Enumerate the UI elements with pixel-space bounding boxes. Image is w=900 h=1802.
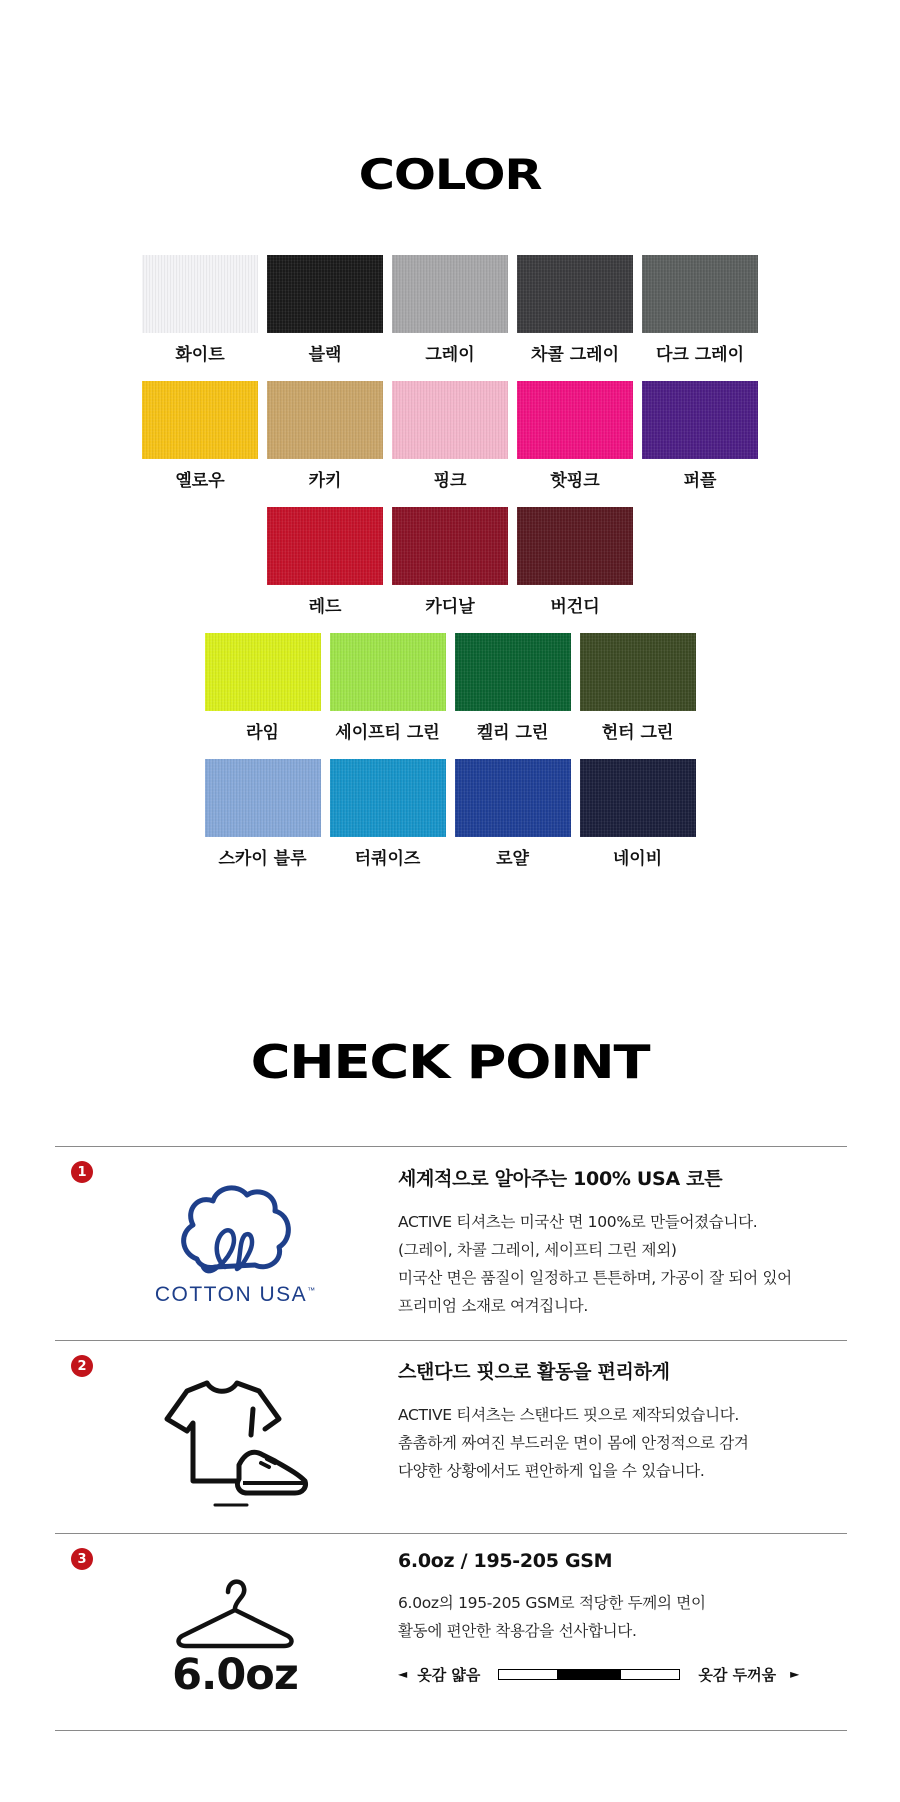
color-swatch[interactable] — [267, 507, 383, 627]
swatch-label: 차콜 그레이 — [530, 345, 620, 365]
swatch-chip[interactable] — [267, 507, 383, 585]
swatch-label: 라임 — [246, 723, 279, 743]
number-badge: 3 — [71, 1548, 93, 1570]
description-line: 프리미엄 소재로 여겨집니다. — [398, 1297, 588, 1315]
swatch-label: 핫핑크 — [550, 471, 600, 491]
thickness-segment — [498, 1669, 558, 1680]
swatch-label: 헌터 그린 — [601, 723, 674, 743]
swatch-label: 핑크 — [433, 471, 467, 491]
cotton-usa-wordmark: COTTON USA™ — [154, 1283, 316, 1306]
swatch-chip[interactable] — [330, 759, 446, 837]
description-line: ACTIVE 티셔츠는 스탠다드 핏으로 제작되었습니다. — [398, 1406, 740, 1424]
color-swatch[interactable] — [517, 507, 633, 627]
right-arrow-icon: ► — [790, 1667, 800, 1681]
swatch-row — [0, 381, 900, 501]
number-badge: 1 — [71, 1161, 93, 1183]
swatch-row — [0, 633, 900, 753]
description-line: 미국산 면은 품질이 일정하고 튼튼하며, 가공이 잘 되어 있어 — [398, 1269, 792, 1287]
swatch-chip[interactable] — [392, 381, 508, 459]
thickness-segment-selected — [558, 1669, 620, 1680]
swatch-chip[interactable] — [455, 759, 571, 837]
fabric-weight-label: 6.0oz — [172, 1650, 298, 1700]
number-badge: 2 — [71, 1355, 93, 1377]
hanger-icon — [170, 1570, 300, 1650]
color-swatch[interactable] — [142, 255, 258, 375]
check-point-heading: 스탠다드 핏으로 활동을 편리하게 — [398, 1361, 670, 1383]
color-swatch[interactable] — [580, 759, 696, 879]
swatch-chip[interactable] — [580, 633, 696, 711]
check-point-description — [398, 1589, 838, 1645]
swatch-chip[interactable] — [205, 759, 321, 837]
tshirt-sneaker-icon — [135, 1369, 335, 1509]
color-swatch[interactable] — [330, 633, 446, 753]
cotton-usa-logo-icon — [135, 1181, 335, 1307]
color-swatch[interactable] — [267, 255, 383, 375]
swatch-chip[interactable] — [267, 381, 383, 459]
swatch-label: 옐로우 — [175, 471, 225, 491]
description-line: 활동에 편안한 착용감을 선사합니다. — [398, 1622, 637, 1640]
color-swatch[interactable] — [580, 633, 696, 753]
check-point-heading: 6.0oz / 195-205 GSM — [398, 1550, 613, 1572]
fabric-thickness-scale — [398, 1662, 838, 1686]
description-line: 다양한 상황에서도 편안하게 입을 수 있습니다. — [398, 1462, 705, 1480]
color-swatch[interactable] — [642, 255, 758, 375]
thickness-bar — [498, 1669, 680, 1680]
color-swatch[interactable] — [267, 381, 383, 501]
description-line: (그레이, 차콜 그레이, 세이프티 그린 제외) — [398, 1241, 677, 1259]
swatch-chip[interactable] — [267, 255, 383, 333]
check-point-item-2 — [55, 1341, 847, 1533]
swatch-row — [0, 759, 900, 879]
color-swatch[interactable] — [392, 255, 508, 375]
check-point-heading: 세계적으로 알아주는 100% USA 코튼 — [398, 1168, 723, 1190]
swatch-row — [0, 507, 900, 627]
swatch-chip[interactable] — [142, 255, 258, 333]
swatch-label: 카디날 — [425, 597, 475, 617]
swatch-label: 퍼플 — [683, 471, 717, 491]
check-point-item-3 — [55, 1534, 847, 1730]
swatch-chip[interactable] — [205, 633, 321, 711]
check-point-item-1 — [55, 1147, 847, 1340]
check-point-description — [398, 1401, 838, 1485]
color-swatch[interactable] — [642, 381, 758, 501]
swatch-label: 그레이 — [425, 345, 475, 365]
cotton-boll-icon — [175, 1181, 295, 1281]
swatch-label: 블랙 — [308, 345, 342, 365]
swatch-label: 버건디 — [550, 597, 600, 617]
swatch-chip[interactable] — [517, 507, 633, 585]
check-point-text — [398, 1164, 838, 1320]
color-swatch[interactable] — [517, 381, 633, 501]
description-line: 6.0oz의 195-205 GSM로 적당한 두께의 면이 — [398, 1594, 706, 1612]
swatch-row — [0, 255, 900, 375]
swatch-chip[interactable] — [517, 255, 633, 333]
color-swatch[interactable] — [455, 633, 571, 753]
swatch-chip[interactable] — [330, 633, 446, 711]
swatch-label: 화이트 — [175, 345, 225, 365]
divider — [55, 1730, 847, 1731]
swatch-label: 레드 — [308, 597, 342, 617]
check-point-text — [398, 1357, 838, 1485]
swatch-chip[interactable] — [392, 507, 508, 585]
check-point-title: CHECK POINT — [250, 1035, 650, 1089]
color-swatch[interactable] — [517, 255, 633, 375]
swatch-chip[interactable] — [642, 381, 758, 459]
color-swatch[interactable] — [330, 759, 446, 879]
description-line: ACTIVE 티셔츠는 미국산 면 100%로 만들어졌습니다. — [398, 1213, 758, 1231]
thickness-segment — [620, 1669, 680, 1680]
swatch-chip[interactable] — [517, 381, 633, 459]
swatch-label: 카키 — [308, 471, 342, 491]
swatch-chip[interactable] — [642, 255, 758, 333]
check-point-description — [398, 1208, 838, 1320]
swatch-chip[interactable] — [142, 381, 258, 459]
swatch-label: 로얄 — [496, 849, 529, 869]
color-swatch[interactable] — [392, 507, 508, 627]
swatch-label: 터쿼이즈 — [354, 849, 421, 869]
left-arrow-icon: ◄ — [398, 1667, 408, 1681]
thick-label: 옷감 두꺼움 — [698, 1665, 777, 1684]
swatch-chip[interactable] — [392, 255, 508, 333]
swatch-label: 네이비 — [612, 849, 663, 869]
swatch-label: 스카이 블루 — [218, 849, 307, 869]
swatch-label: 다크 그레이 — [655, 345, 745, 365]
description-line: 촘촘하게 짜여진 부드러운 면이 몸에 안정적으로 감겨 — [398, 1434, 749, 1452]
check-point-text — [398, 1550, 838, 1645]
swatch-label: 켈리 그린 — [476, 723, 549, 743]
swatch-chip[interactable] — [580, 759, 696, 837]
swatch-label: 세이프티 그린 — [335, 723, 440, 743]
color-swatch[interactable] — [142, 381, 258, 501]
color-swatch[interactable] — [205, 759, 321, 879]
swatch-chip[interactable] — [455, 633, 571, 711]
color-swatch[interactable] — [392, 381, 508, 501]
hanger-weight-block — [135, 1570, 335, 1700]
color-swatch[interactable] — [455, 759, 571, 879]
color-swatch[interactable] — [205, 633, 321, 753]
color-section-title: COLOR — [358, 150, 542, 199]
thin-label: 옷감 얇음 — [417, 1665, 481, 1684]
